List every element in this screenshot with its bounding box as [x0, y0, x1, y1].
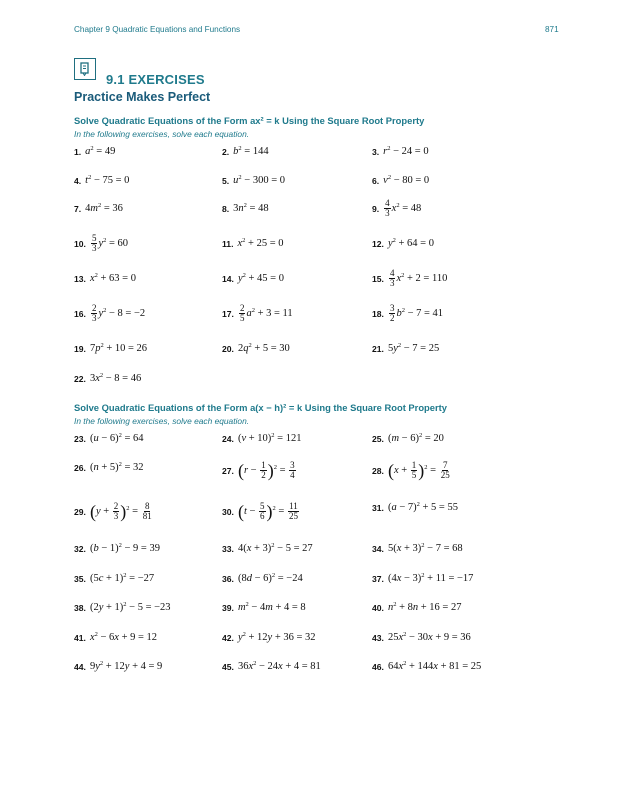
equation: $25x^2 - 30x + 9 = 36$: [387, 631, 471, 643]
exercise-number: 23.: [74, 433, 86, 444]
exercise-number: 14.: [222, 273, 234, 284]
equation: $x^2 - 6x + 9 = 12$: [89, 631, 158, 643]
equation: $7p^2 + 10 = 26$: [89, 342, 148, 354]
equation: $3n^2 = 48$: [233, 202, 269, 214]
exercise-20: [222, 343, 290, 354]
exercise-number: 35.: [74, 573, 86, 584]
exercise-number: 44.: [74, 661, 86, 672]
part1-heading: [74, 115, 424, 126]
exercise-number: 10.: [74, 238, 86, 249]
equation: $b^2 = 144$: [233, 145, 269, 157]
equation: $\frac{2}{3}$ $y^2 - 8 = -2$: [91, 303, 146, 323]
equation: $5y^2 - 7 = 25$: [387, 342, 440, 354]
exercise-number: 22.: [74, 373, 86, 384]
chapter-header: Chapter 9 Quadratic Equations and Functions: [74, 25, 241, 34]
equation: $r^2 - 24 = 0$: [383, 145, 429, 157]
exercise-16: [74, 304, 145, 323]
exercise-25: [372, 433, 444, 444]
equation: $y^2 + 45 = 0$: [237, 272, 284, 284]
exercise-number: 9.: [372, 203, 380, 214]
exercise-number: 31.: [372, 502, 384, 513]
exercise-number: 20.: [222, 343, 234, 354]
exercise-number: 2.: [222, 146, 230, 157]
equation: $5(x + 3)^2 - 7 = 68$: [387, 542, 463, 554]
exercise-2: [222, 146, 269, 157]
equation: $u^2 - 300 = 0$: [233, 174, 286, 186]
exercise-41: [74, 632, 157, 643]
equation: $\frac{4}{3}$ $x^2 = 48$: [385, 198, 422, 218]
exercise-11: [222, 238, 284, 249]
exercise-19: [74, 343, 147, 354]
equation: $t^2 - 75 = 0$: [85, 174, 130, 186]
equation: $64x^2 + 144x + 81 = 25$: [387, 660, 482, 672]
exercise-27: [222, 461, 297, 480]
exercise-number: 16.: [74, 308, 86, 319]
exercise-number: 25.: [372, 433, 384, 444]
equation: $\frac{4}{3}$ $x^2 + 2 = 110$: [389, 268, 448, 288]
exercise-number: 36.: [222, 573, 234, 584]
part2-heading: [74, 402, 447, 413]
exercise-6: [372, 175, 429, 186]
equation: $(n + 5)^2 = 32$: [89, 461, 144, 473]
exercise-34: [372, 543, 463, 554]
exercise-21: [372, 343, 439, 354]
exercise-number: 29.: [74, 506, 86, 517]
equation: $(v + 10)^2 = 121$: [237, 432, 302, 444]
exercise-35: [74, 573, 154, 584]
exercise-number: 15.: [372, 273, 384, 284]
exercise-number: 13.: [74, 273, 86, 284]
section-title: 9.1 EXERCISES: [106, 72, 205, 87]
exercise-number: 17.: [222, 308, 234, 319]
exercise-44: [74, 661, 162, 672]
exercise-32: [74, 543, 160, 554]
part1-heading-text: Solve Quadratic Equations of the Form ax² = k Using the Square Root Property: [74, 115, 425, 126]
equation: (y + $\frac{2}{3}$ )$^2$ = $\frac{8}{81}$: [89, 501, 152, 522]
exercise-number: 34.: [372, 543, 384, 554]
exercise-14: [222, 273, 284, 284]
exercise-40: [372, 602, 461, 613]
exercise-42: [222, 632, 316, 643]
exercise-12: [372, 238, 434, 249]
exercise-number: 33.: [222, 543, 234, 554]
exercise-number: 26.: [74, 462, 86, 473]
exercise-1: [74, 146, 115, 157]
exercise-number: 37.: [372, 573, 384, 584]
page-number: 871: [545, 25, 559, 34]
exercise-8: [222, 203, 269, 214]
equation: $\frac{3}{2}$ $b^2 - 7 = 41$: [389, 303, 444, 323]
exercise-number: 11.: [222, 238, 234, 249]
equation: (t − $\frac{5}{6}$ )$^2$ = $\frac{11}{25}$: [237, 501, 298, 522]
part1-instruction: In the following exercises, solve each equation.: [74, 129, 250, 139]
exercise-43: [372, 632, 471, 643]
exercise-5: [222, 175, 285, 186]
exercise-number: 43.: [372, 632, 384, 643]
exercise-29: [74, 502, 154, 521]
equation: $(b - 1)^2 - 9 = 39$: [89, 542, 160, 554]
exercise-number: 6.: [372, 175, 380, 186]
exercise-number: 28.: [372, 465, 384, 476]
exercise-4: [74, 175, 129, 186]
exercise-45: [222, 661, 321, 672]
exercise-37: [372, 573, 473, 584]
equation: $3x^2 - 8 = 46$: [89, 372, 142, 384]
exercise-number: 7.: [74, 203, 82, 214]
equation: $v^2 - 80 = 0$: [383, 174, 430, 186]
exercise-number: 40.: [372, 602, 384, 613]
exercise-number: 1.: [74, 146, 82, 157]
exercise-number: 21.: [372, 343, 384, 354]
exercise-number: 46.: [372, 661, 384, 672]
equation: $\frac{5}{3}$ $y^2 = 60$: [91, 233, 129, 253]
exercise-7: [74, 203, 123, 214]
exercise-9: [372, 199, 421, 218]
exercise-30: [222, 502, 300, 521]
exercise-number: 39.: [222, 602, 234, 613]
equation: $(2y + 1)^2 - 5 = -23$: [89, 601, 171, 613]
exercise-number: 41.: [74, 632, 86, 643]
equation: $x^2 + 63 = 0$: [89, 272, 136, 284]
section-subtitle: Practice Makes Perfect: [74, 90, 211, 104]
exercise-39: [222, 602, 306, 613]
exercise-10: [74, 234, 128, 253]
equation: $36x^2 - 24x + 4 = 81$: [237, 660, 321, 672]
exercise-33: [222, 543, 313, 554]
part2-instruction: In the following exercises, solve each equation.: [74, 416, 250, 426]
equation: $(8d - 6)^2 = -24$: [237, 572, 303, 584]
exercise-26: [74, 462, 144, 473]
exercise-36: [222, 573, 303, 584]
equation: $(5c + 1)^2 = -27$: [89, 572, 155, 584]
equation: $4(x + 3)^2 - 5 = 27$: [237, 542, 313, 554]
exercise-15: [372, 269, 447, 288]
pencil-icon: [74, 58, 96, 80]
exercise-number: 32.: [74, 543, 86, 554]
equation: $x^2 + 25 = 0$: [237, 237, 284, 249]
exercise-23: [74, 433, 144, 444]
exercise-number: 5.: [222, 175, 230, 186]
equation: $y^2 + 12y + 36 = 32$: [237, 631, 316, 643]
equation: $(u - 6)^2 = 64$: [89, 432, 144, 444]
equation: (x + $\frac{1}{5}$ )$^2$ = $\frac{7}{25}$: [387, 460, 450, 481]
equation: $4m^2 = 36$: [85, 202, 123, 214]
part2-heading-text: Solve Quadratic Equations of the Form a(x − h)² = k Using the Square Root Property: [74, 402, 447, 413]
exercise-18: [372, 304, 443, 323]
exercise-number: 19.: [74, 343, 86, 354]
exercise-number: 3.: [372, 146, 380, 157]
equation: $(m - 6)^2 = 20$: [387, 432, 444, 444]
exercise-number: 30.: [222, 506, 234, 517]
equation: $(a - 7)^2 + 5 = 55$: [387, 501, 458, 513]
equation: $n^2 + 8n + 16 = 27$: [387, 601, 462, 613]
exercise-number: 18.: [372, 308, 384, 319]
exercise-number: 4.: [74, 175, 82, 186]
exercise-24: [222, 433, 301, 444]
exercise-number: 8.: [222, 203, 230, 214]
exercise-46: [372, 661, 481, 672]
exercise-13: [74, 273, 136, 284]
exercise-number: 12.: [372, 238, 384, 249]
exercise-number: 24.: [222, 433, 234, 444]
equation: $2q^2 + 5 = 30$: [237, 342, 290, 354]
equation: $a^2 = 49$: [85, 145, 116, 157]
equation: $(4x - 3)^2 + 11 = -17$: [387, 572, 474, 584]
equation: $\frac{2}{5}$ $a^2 + 3 = 11$: [239, 303, 293, 323]
exercise-31: [372, 502, 458, 513]
exercise-number: 38.: [74, 602, 86, 613]
equation: $9y^2 + 12y + 4 = 9$: [89, 660, 163, 672]
exercise-38: [74, 602, 171, 613]
equation: (r − $\frac{1}{2}$ )$^2$ = $\frac{3}{4}$: [237, 460, 295, 481]
exercise-number: 27.: [222, 465, 234, 476]
exercise-number: 45.: [222, 661, 234, 672]
exercise-17: [222, 304, 293, 323]
exercise-number: 42.: [222, 632, 234, 643]
exercise-28: [372, 461, 452, 480]
equation: $m^2 - 4m + 4 = 8$: [237, 601, 306, 613]
exercise-3: [372, 146, 429, 157]
exercise-22: [74, 373, 141, 384]
equation: $y^2 + 64 = 0$: [387, 237, 434, 249]
